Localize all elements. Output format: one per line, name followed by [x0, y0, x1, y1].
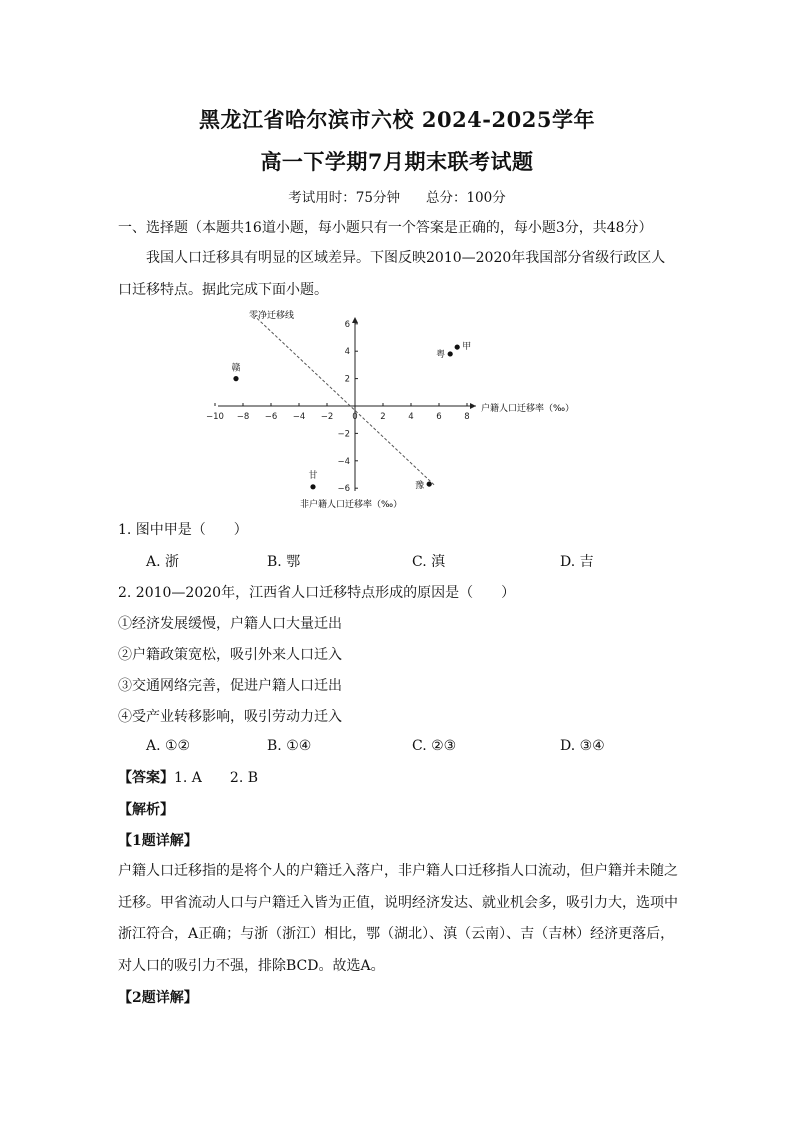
data-point-赣 — [233, 376, 238, 381]
intro-paragraph — [118, 243, 678, 306]
x-tick-label: 2 — [380, 412, 386, 422]
detail1-text: 户籍人口迁移指的是将个人的户籍迁入落户，非户籍人口迁移指人口流动，但户籍并未随之迁移。甲省流动人口与户籍迁入皆为正值，说明经济发达、就业机会多，吸引力大，选项中浙江符合，A正确；与浙（浙江）相比，鄂（湖北）、滇（云南）、吉（吉林）经济更落后，对人口的吸引力不强，排除BCD。故选A。 — [118, 863, 678, 974]
q2-option-a[interactable]: A. ①② — [146, 738, 191, 754]
data-point-粤 — [448, 351, 453, 356]
document-title-line2: 高一下学期7月期末联考试题 — [260, 149, 534, 174]
document-title-line1: 黑龙江省哈尔滨市六校 2024-2025学年 — [199, 107, 595, 132]
x-tick-label: −4 — [292, 412, 306, 422]
q2-statement-4: ④受产业转移影响，吸引劳动力迁入 — [118, 709, 342, 725]
q1-stem: 1. 图中甲是（ ） — [118, 522, 248, 538]
x-tick-label: −10 — [206, 412, 224, 422]
data-point-label: 甲 — [462, 342, 472, 353]
detail1-heading: 【1题详解】 — [118, 833, 198, 849]
data-point-label: 赣 — [231, 363, 241, 374]
y-tick-label: 2 — [344, 374, 350, 385]
q2-option-c[interactable]: C. ②③ — [412, 738, 457, 754]
x-tick-label: −2 — [320, 412, 334, 422]
total-score: 总分：100分 — [425, 190, 506, 206]
answer-line — [118, 767, 258, 787]
data-point-label: 甘 — [308, 470, 318, 481]
x-axis-label: 户籍人口迁移率（‰） — [481, 404, 575, 414]
q2-statement-1: ①经济发展缓慢，户籍人口大量迁出 — [118, 616, 342, 632]
x-tick-label: 4 — [408, 412, 414, 422]
answer-text: 1. A 2. B — [174, 770, 259, 786]
q1-option-a[interactable]: A. 浙 — [146, 554, 180, 570]
y-tick-label: 4 — [344, 347, 350, 358]
q2-stem: 2. 2010—2020年，江西省人口迁移特点形成的原因是（ ） — [118, 585, 516, 601]
q1-option-b[interactable]: B. 鄂 — [267, 554, 301, 570]
x-tick-label: −8 — [236, 412, 250, 422]
zero-net-migration-line-label: 零净迁移线 — [249, 311, 295, 321]
data-point-甲 — [455, 344, 460, 349]
q2-option-b[interactable]: B. ①④ — [267, 738, 312, 754]
answer-label: 【答案】 — [118, 770, 174, 786]
y-axis-label: 非户籍人口迁移率（‰） — [300, 500, 403, 510]
intro-text: 我国人口迁移具有明显的区域差异。下图反映2010—2020年我国部分省级行政区人口迁移特点。据此完成下面小题。 — [118, 250, 666, 298]
data-point-label: 粤 — [436, 349, 446, 360]
y-axis-arrow — [352, 317, 358, 323]
chart-marks — [231, 318, 471, 491]
data-point-label: 豫 — [415, 481, 425, 492]
q2-option-d[interactable]: D. ③④ — [560, 738, 605, 754]
analysis-heading: 【解析】 — [118, 802, 174, 818]
q2-statement-2: ②户籍政策宽松，吸引外来人口迁入 — [118, 647, 342, 663]
data-point-豫 — [427, 481, 432, 486]
x-axis-arrow — [470, 403, 476, 409]
y-tick-label: −2 — [337, 429, 350, 440]
chart-axes — [206, 317, 476, 494]
y-tick-label: −4 — [337, 456, 350, 467]
data-point-甘 — [310, 484, 315, 489]
y-tick-label: −6 — [337, 484, 350, 495]
exam-meta — [0, 186, 794, 206]
migration-scatter-chart — [200, 305, 620, 515]
exam-time: 考试用时：75分钟 — [288, 190, 400, 206]
x-tick-label: −6 — [264, 412, 278, 422]
x-tick-label: 0 — [352, 412, 358, 422]
q1-option-c[interactable]: C. 滇 — [412, 554, 446, 570]
x-tick-label: 6 — [436, 412, 442, 422]
detail2-heading: 【2题详解】 — [118, 990, 198, 1006]
q2-statement-3: ③交通网络完善，促进户籍人口迁出 — [118, 678, 342, 694]
detail1-paragraph — [118, 856, 678, 982]
section-heading: 一、选择题（本题共16道小题，每小题只有一个答案是正确的，每小题3分，共48分） — [118, 220, 653, 236]
q1-option-d[interactable]: D. 吉 — [560, 554, 594, 570]
x-tick-label: 8 — [464, 412, 470, 422]
y-tick-label: 6 — [344, 319, 350, 330]
